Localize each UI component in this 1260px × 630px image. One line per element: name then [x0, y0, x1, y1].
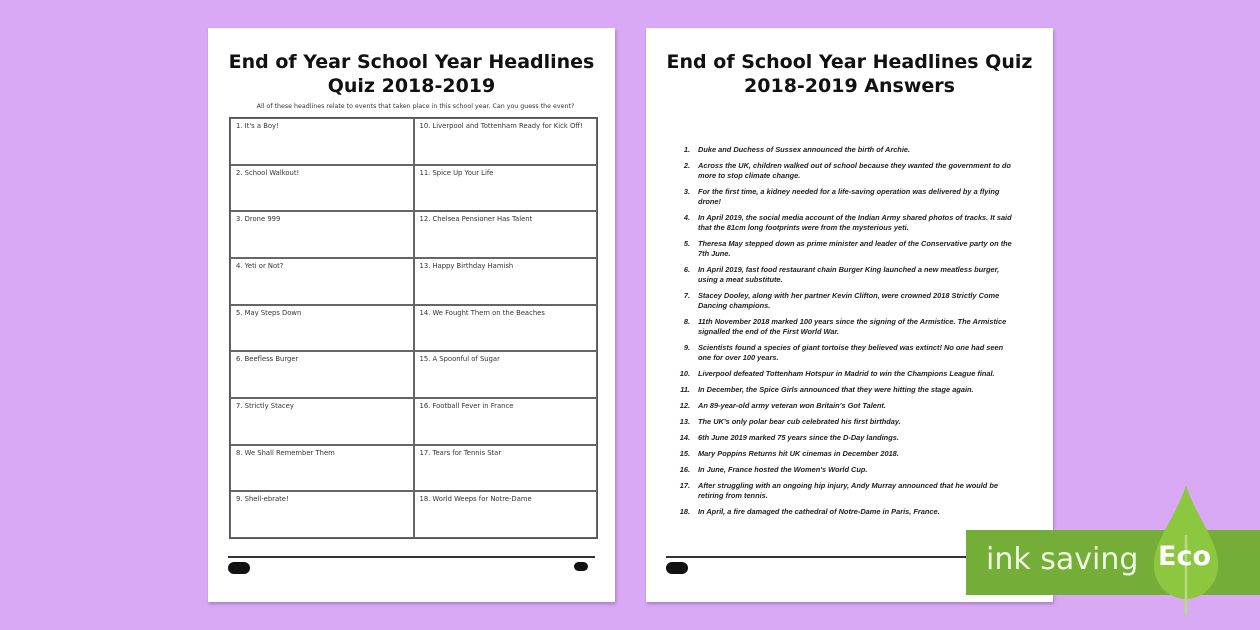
answer-item [668, 291, 1043, 311]
headline-cell: 6. Beefless Burger [230, 351, 414, 398]
answer-number: 2. [683, 161, 690, 170]
eco-label: Eco [1158, 541, 1211, 572]
answer-number: 15. [679, 449, 690, 458]
answer-text: Duke and Duchess of Sussex announced the birth of Archie. [698, 145, 911, 154]
answer-item [668, 449, 1043, 459]
headline-grid [229, 117, 598, 539]
headline-cell: 3. Drone 999 [230, 211, 414, 258]
answers-list [668, 145, 1043, 523]
answer-text: Across the UK, children walked out of school because they wanted the government to do more to stop climate change. [698, 161, 1011, 180]
headline-cell: 4. Yeti or Not? [230, 258, 414, 305]
answer-item [668, 213, 1043, 233]
answer-text: Liverpool defeated Tottenham Hotspur in Madrid to win the Champions League final. [698, 369, 995, 378]
answer-item [668, 161, 1043, 181]
answer-item [668, 265, 1043, 285]
answer-number: 1. [683, 145, 690, 154]
answer-item [668, 239, 1043, 259]
answer-text: In April 2019, the social media account of the Indian Army shared photos of tracks. It said that the 81cm long footprints were from the mysterious yeti. [698, 213, 1012, 232]
answer-text: Theresa May stepped down as prime minister and leader of the Conservative party on the 7th June. [698, 239, 1012, 258]
answer-number: 8. [683, 317, 690, 326]
answer-text: The UK's only polar bear cub celebrated his first birthday. [698, 417, 901, 426]
answer-number: 9. [683, 343, 690, 352]
quiz-worksheet-page [208, 28, 615, 602]
answer-item [668, 187, 1043, 207]
answer-number: 5. [683, 239, 690, 248]
answer-number: 13. [679, 417, 690, 426]
headline-cell: 2. School Walkout! [230, 165, 414, 212]
footer-divider [228, 556, 595, 558]
twinkl-logo [666, 562, 688, 574]
answer-item [668, 317, 1043, 337]
quiz-title-line1: End of Year School Year Headlines [228, 51, 595, 73]
headline-cell: 15. A Spoonful of Sugar [414, 351, 598, 398]
answer-text: For the first time, a kidney needed for a life-saving operation was delivered by a flying drone! [698, 187, 1000, 206]
answer-number: 16. [679, 465, 690, 474]
answer-text: Stacey Dooley, along with her partner Kevin Clifton, were crowned 2018 Strictly Come Dancing champions. [698, 291, 1000, 310]
answer-item [668, 433, 1043, 443]
answer-number: 12. [679, 401, 690, 410]
answer-item [668, 507, 1043, 517]
answer-number: 7. [683, 291, 690, 300]
headline-cell: 12. Chelsea Pensioner Has Talent [414, 211, 598, 258]
headline-cell: 5. May Steps Down [230, 305, 414, 352]
headline-cell: 8. We Shall Remember Them [230, 445, 414, 492]
answer-number: 4. [683, 213, 690, 222]
ink-saving-label: ink saving [986, 542, 1139, 577]
headline-cell: 7. Strictly Stacey [230, 398, 414, 445]
answer-text: In June, France hosted the Women's World Cup. [698, 465, 868, 474]
answer-text: 6th June 2019 marked 75 years since the D-Day landings. [698, 433, 899, 442]
answer-number: 11. [680, 385, 690, 394]
answer-text: In April 2019, fast food restaurant chain Burger King launched a new meatless burger, using a meat substitute. [698, 265, 1000, 284]
twinkl-logo [228, 562, 250, 574]
quiz-title-line2: Quiz 2018-2019 [327, 75, 496, 97]
answer-number: 6. [683, 265, 690, 274]
answer-text: In December, the Spice Girls announced that they were hitting the stage again. [698, 385, 974, 394]
answer-item [668, 417, 1043, 427]
answer-number: 18. [679, 507, 690, 516]
headline-cell: 10. Liverpool and Tottenham Ready for Kick Off! [414, 118, 598, 165]
answer-text: After struggling with an ongoing hip injury, Andy Murray announced that he would be retiring from tennis. [698, 481, 998, 500]
answer-item [668, 145, 1043, 155]
headline-cell: 1. It's a Boy! [230, 118, 414, 165]
answer-item [668, 343, 1043, 363]
answers-title-line2: 2018-2019 Answers [744, 75, 955, 97]
answer-text: An 89-year-old army veteran won Britain's Got Talent. [698, 401, 886, 410]
answer-number: 10. [679, 369, 690, 378]
headline-cell: 11. Spice Up Your Life [414, 165, 598, 212]
answer-item [668, 385, 1043, 395]
answers-title-line1: End of School Year Headlines Quiz [666, 51, 1033, 73]
answer-text: 11th November 2018 marked 100 years since the signing of the Armistice. The Armistice signalled the end of the First World War. [698, 317, 1007, 336]
headline-cell: 18. World Weeps for Notre-Dame [414, 491, 598, 538]
answer-item [668, 401, 1043, 411]
answer-number: 17. [679, 481, 690, 490]
answer-text: In April, a fire damaged the cathedral of Notre-Dame in Paris, France. [698, 507, 940, 516]
answer-item [668, 481, 1043, 501]
quiz-intro: All of these headlines relate to events that taken place in this school year. Can you guess the event? [256, 103, 575, 110]
answer-item [668, 369, 1043, 379]
answer-number: 14. [679, 433, 690, 442]
headline-cell: 13. Happy Birthday Hamish [414, 258, 598, 305]
answer-number: 3. [683, 187, 690, 196]
headline-cell: 16. Football Fever in France [414, 398, 598, 445]
headline-cell: 14. We Fought Them on the Beaches [414, 305, 598, 352]
twinkl-logo-small [574, 562, 588, 571]
headline-cell: 9. Shell-ebrate! [230, 491, 414, 538]
quiz-title [208, 50, 615, 98]
answers-page [646, 28, 1053, 602]
answer-item [668, 465, 1043, 475]
answer-text: Mary Poppins Returns hit UK cinemas in December 2018. [698, 449, 899, 458]
answer-text: Scientists found a species of giant tortoise they believed was extinct! No one had seen one for over 100 years. [698, 343, 1004, 362]
answers-title [646, 50, 1053, 98]
headline-cell: 17. Tears for Tennis Star [414, 445, 598, 492]
